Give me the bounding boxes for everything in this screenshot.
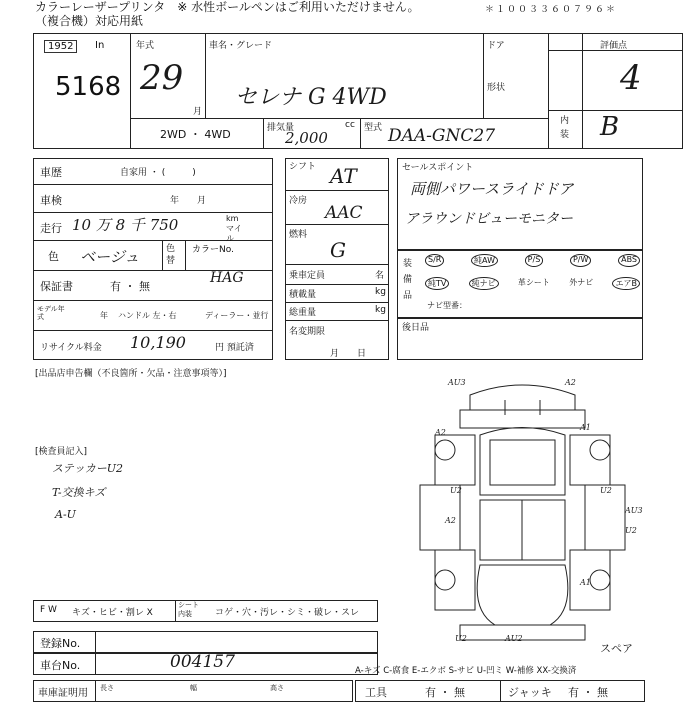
navi-model: ナビ型番：	[427, 301, 467, 310]
mileage-unit: km マイル	[226, 214, 242, 243]
jack-value: 有 ・ 無	[568, 686, 608, 699]
inspector-line3: A-U	[55, 508, 76, 521]
registration-row	[33, 631, 378, 653]
cert-height: 高さ	[270, 684, 284, 692]
model-label: 車名・グレード	[209, 41, 273, 51]
jack-label: ジャッキ	[508, 686, 552, 699]
colorno-value: HAG	[210, 270, 244, 286]
color-value: ベージュ	[80, 248, 140, 266]
displacement-label: 排気量	[267, 123, 295, 133]
car-damage-diagram	[400, 375, 645, 645]
equipment-row1	[425, 254, 640, 267]
equip-navi: 純ナビ	[469, 277, 499, 290]
fuel-label: 燃料	[289, 230, 308, 240]
warranty-label: 保証書	[40, 280, 73, 293]
interior-label: 内装	[560, 116, 570, 140]
equipment-row2	[425, 277, 640, 290]
score-value: 4	[620, 58, 642, 98]
damage-legend: A-キズ C-腐食 E-エクボ S-サビ U-凹ミ W-補修 XX-交換済	[355, 666, 577, 676]
mark-rear-left: U2	[455, 634, 467, 643]
drive-label: 2WD ・ 4WD	[160, 128, 231, 141]
cert-label: 車庫証明用	[38, 688, 88, 699]
equip-pw: P/W	[570, 254, 591, 267]
load-unit: kg	[375, 287, 386, 297]
lot-number: 5168	[55, 72, 122, 102]
color-change: 色替	[166, 244, 176, 266]
chassis-value: 004157	[170, 652, 235, 672]
equip-aw: 純AW	[471, 254, 498, 267]
inspector-line1: ステッカーU2	[52, 462, 124, 475]
equip-sr: S/R	[425, 254, 444, 267]
handle-value: ハンドル 左・右	[118, 311, 177, 320]
inspector-label: [検査員記入]	[35, 447, 88, 457]
equip-leather: 革シート	[517, 278, 550, 287]
sales-label: セールスポイント	[402, 163, 474, 173]
modelyear-value: 年	[100, 311, 108, 320]
equip-ps: P/S	[525, 254, 544, 267]
displacement-unit: cc	[345, 120, 355, 130]
year-label: 年式	[136, 41, 155, 51]
inspection-value: 年 月	[170, 196, 207, 206]
history-value: 自家用 ・ ( )	[120, 168, 196, 178]
header-line1: カラーレーザープリンタ ※ 水性ボールペンはご利用いただけません。	[35, 0, 420, 14]
mark-fender-right: A1	[580, 423, 591, 432]
sales-line2: アラウンドビューモニター	[405, 211, 573, 227]
lot-prefix: 1952	[44, 40, 77, 53]
model-value: セレナ G 4WD	[235, 85, 387, 110]
mark-quarter-right: A1	[580, 578, 591, 587]
seat-value: コゲ・穴・汚レ・シミ・破レ・スレ	[215, 608, 360, 618]
equip-airbag: エアB	[612, 277, 640, 290]
mark-front-left: AU3	[448, 378, 466, 387]
header-line2: （複合機）対応用紙	[35, 14, 144, 28]
warranty-value: 有 ・ 無	[110, 280, 150, 293]
mileage-label: 走行	[40, 222, 62, 235]
color-label: 色	[48, 250, 59, 263]
mark-rear-right-2: U2	[625, 526, 637, 535]
year-month-label: 月	[193, 107, 203, 117]
colorno-label: カラーNo.	[192, 245, 234, 255]
year-value: 29	[140, 58, 184, 98]
mark-front-right: A2	[565, 378, 576, 387]
lot-in: In	[95, 40, 105, 51]
sales-line1: 両側パワースライドドア	[410, 180, 574, 198]
equip-abs: ABS	[618, 254, 640, 267]
later-box	[397, 318, 643, 360]
seat-label: シート内装	[178, 601, 199, 618]
load-label: 積載量	[289, 290, 317, 300]
displacement-value: 2,000	[285, 129, 328, 147]
fw-value: キズ・ヒビ・割レ X	[72, 608, 153, 618]
mark-bumper: A2	[435, 428, 446, 437]
modelyear-label: モデル年式	[37, 305, 65, 321]
type-value: DAA-GNC27	[388, 126, 496, 146]
seller-notes-label: [出品店申告欄（不良箇所・欠品・注意事項等）]	[35, 369, 227, 379]
ac-label: 冷房	[289, 196, 308, 206]
recycle-value: 10,190	[130, 333, 186, 352]
fw-label: F W	[40, 605, 57, 615]
mark-door-left: U2	[450, 486, 462, 495]
chassis-label: 車台No.	[40, 659, 81, 672]
ac-value: AAC	[325, 203, 363, 223]
interior-value: B	[600, 112, 620, 142]
registration-label: 登録No.	[40, 637, 81, 650]
shape-label: 形状	[487, 83, 506, 93]
gross-unit: kg	[375, 305, 386, 315]
expiry-value: 月 日	[330, 349, 367, 359]
equipment-label: 装備品	[403, 259, 413, 301]
recycle-unit: 円 預託済	[215, 343, 254, 353]
equip-tv: 純TV	[425, 277, 449, 290]
door-label: ドア	[487, 41, 505, 51]
gross-label: 総重量	[289, 308, 317, 318]
shift-value: AT	[330, 164, 357, 188]
inspector-line2: T-交換キズ	[52, 486, 106, 499]
expiry-label: 名変期限	[289, 327, 326, 337]
cert-length: 長さ	[100, 684, 114, 692]
tools-value: 有 ・ 無	[425, 686, 465, 699]
dealer-value: ディーラー・並行	[205, 311, 269, 320]
inspection-label: 車検	[40, 194, 62, 207]
mark-quarter-left: A2	[445, 516, 456, 525]
mark-door-right: U2	[600, 486, 612, 495]
tools-label: 工具	[365, 686, 387, 699]
mileage-value: 10 万 8 千 750	[72, 216, 179, 234]
fuel-value: G	[330, 238, 346, 262]
capacity-unit: 名	[375, 271, 385, 281]
equip-ext-navi: 外ナビ	[569, 278, 594, 287]
mark-rear-right: AU3	[625, 506, 643, 515]
cert-width: 幅	[190, 684, 197, 692]
capacity-label: 乗車定員	[289, 271, 326, 281]
spare-label: スペア	[600, 642, 633, 655]
shift-label: シフト	[289, 162, 317, 172]
score-label: 評価点	[600, 41, 628, 51]
history-label: 車歴	[40, 166, 62, 179]
mark-rear-bumper: AU2	[505, 634, 523, 643]
type-label: 型式	[364, 123, 383, 133]
later-label: 後日品	[402, 323, 430, 333]
recycle-label: リサイクル料金	[40, 343, 102, 353]
serial-number: ＊１００３３６０７９６＊	[485, 5, 618, 15]
